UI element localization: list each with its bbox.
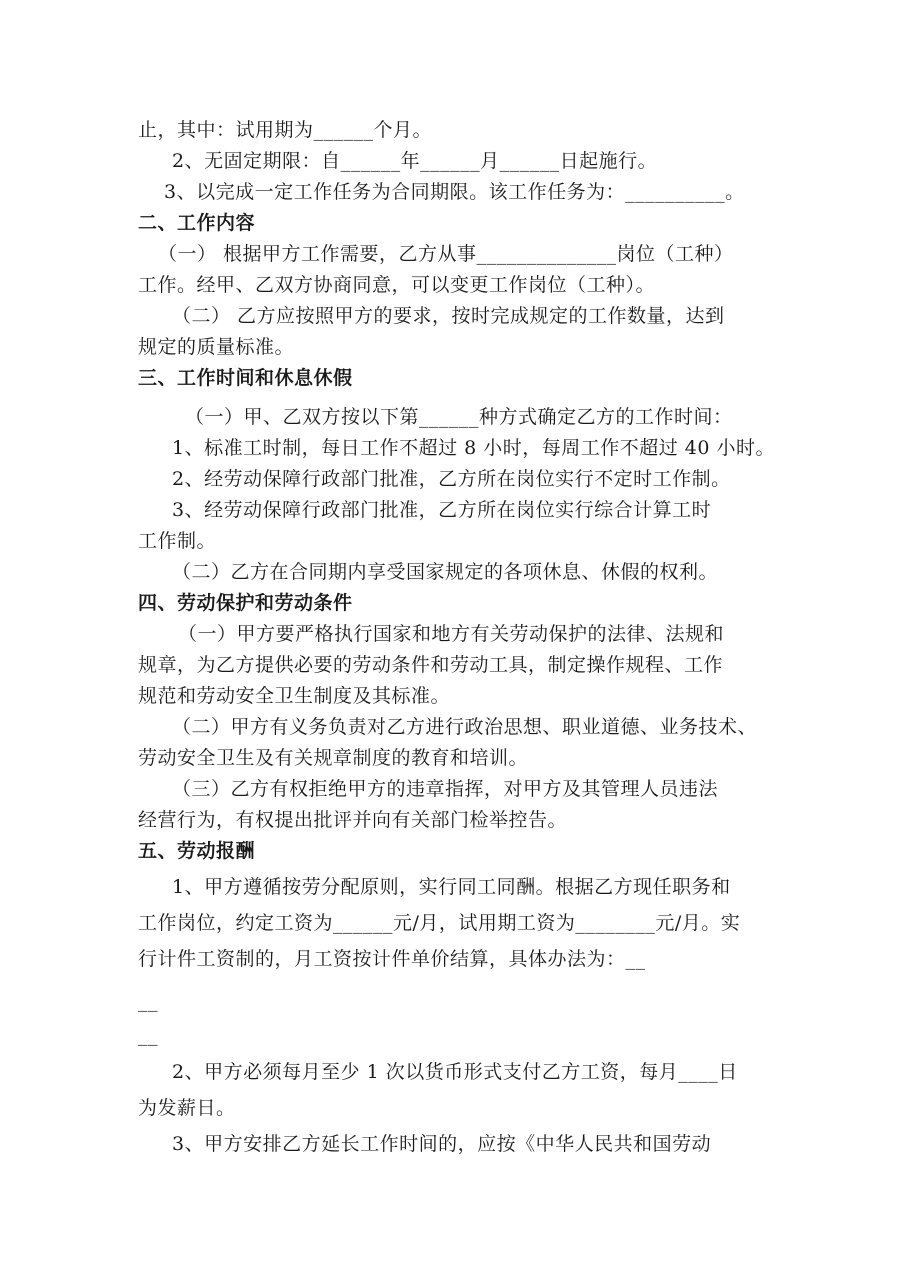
text-line: __ [138, 1024, 158, 1046]
section-heading: 三、工作时间和休息休假 [138, 367, 353, 389]
text-line: （三）乙方有权拒绝甲方的违章指挥，对甲方及其管理人员违法 [172, 778, 719, 800]
text-line: 2、甲方必须每月至少 1 次以货币形式支付乙方工资，每月____日 [172, 1061, 738, 1083]
text-line: 工作岗位，约定工资为______元/月，试用期工资为________元/月。实 [138, 912, 741, 934]
text-line: 规范和劳动安全卫生制度及其标准。 [138, 685, 451, 707]
text-line: 规章，为乙方提供必要的劳动条件和劳动工具，制定操作规程、工作 [138, 654, 724, 676]
text-line: （一）甲、乙双方按以下第______种方式确定乙方的工作时间： [185, 406, 733, 428]
section-heading: 二、工作内容 [138, 212, 256, 234]
text-line: 1、标准工时制，每日工作不超过 8 小时，每周工作不超过 40 小时。 [172, 437, 776, 459]
text-line: 3、以完成一定工作任务为合同期限。该工作任务为：__________。 [164, 181, 745, 203]
text-line: 2、无固定期限：自______年______月______日起施行。 [172, 150, 658, 172]
section-heading: 五、劳动报酬 [138, 840, 256, 862]
text-line: （二）甲方有义务负责对乙方进行政治思想、职业道德、业务技术、 [172, 716, 758, 738]
text-line: 3、甲方安排乙方延长工作时间的，应按《中华人民共和国劳动 [172, 1133, 712, 1155]
text-line: （二）乙方在合同期内享受国家规定的各项休息、休假的权利。 [172, 561, 719, 583]
text-line: 经营行为，有权提出批评并向有关部门检举控告。 [138, 809, 568, 831]
text-line: 2、经劳动保障行政部门批准，乙方所在岗位实行不定时工作制。 [172, 468, 731, 490]
text-line: 工作。经甲、乙双方协商同意，可以变更工作岗位（工种）。 [138, 274, 656, 296]
text-line: 1、甲方遵循按劳分配原则，实行同工同酬。根据乙方现任职务和 [172, 876, 731, 898]
text-line: （一）甲方要严格执行国家和地方有关劳动保护的法律、法规和 [178, 623, 725, 645]
text-line: 3、经劳动保障行政部门批准，乙方所在岗位实行综合计算工时 [172, 499, 712, 521]
text-line: __ [138, 990, 158, 1012]
text-line: 规定的质量标准。 [138, 336, 295, 358]
text-line: 劳动安全卫生及有关规章制度的教育和培训。 [138, 747, 529, 769]
text-line: 工作制。 [138, 530, 217, 552]
text-line: （一） 根据甲方工作需要，乙方从事______________岗位（工种） [158, 243, 734, 265]
text-line: 为发薪日。 [138, 1097, 236, 1119]
text-line: 行计件工资制的，月工资按计件单价结算，具体办法为：__ [138, 948, 646, 970]
text-line: 止，其中：试用期为______个月。 [138, 119, 433, 141]
section-heading: 四、劳动保护和劳动条件 [138, 592, 353, 614]
text-line: （二） 乙方应按照甲方的要求，按时完成规定的工作数量，达到 [172, 305, 725, 327]
